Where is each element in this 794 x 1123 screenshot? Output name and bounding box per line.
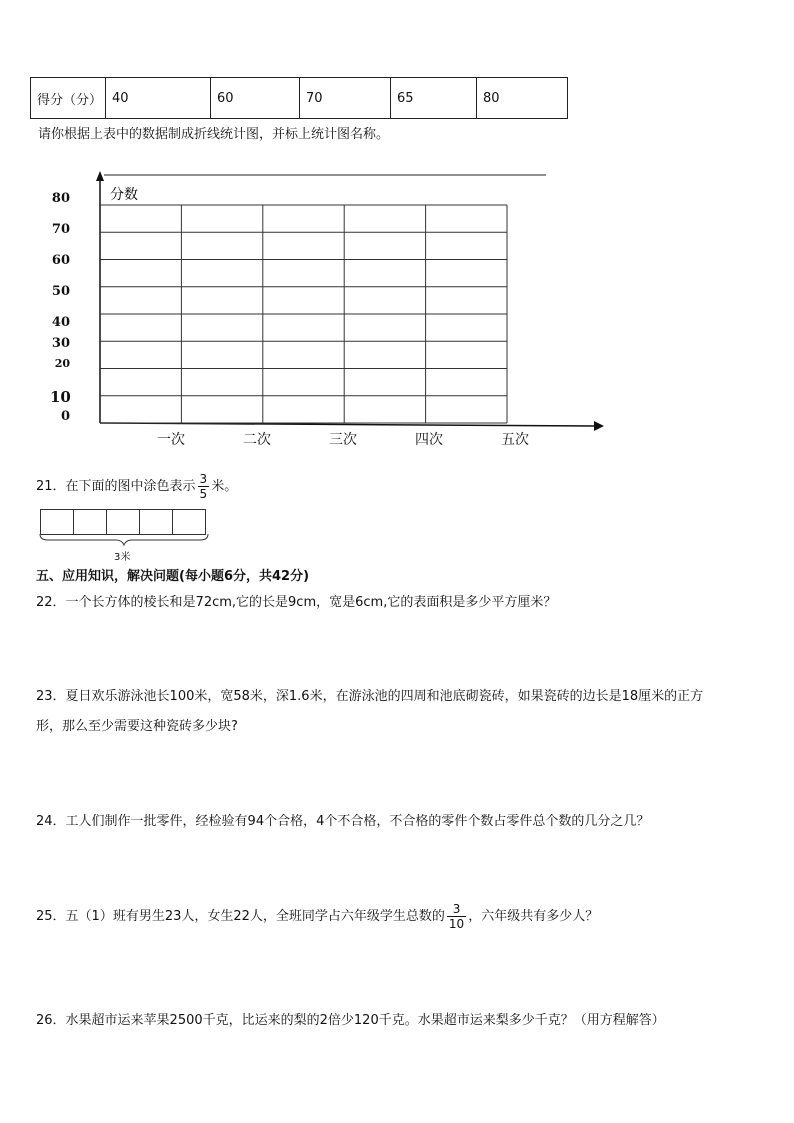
- strip-cell[interactable]: [139, 509, 173, 535]
- q25-frac-num: 3: [447, 902, 466, 917]
- strip-cell[interactable]: [172, 509, 206, 535]
- y-tick-label: 30: [51, 336, 70, 351]
- strip-cell[interactable]: [40, 509, 74, 535]
- question-24: 24．工人们制作一批零件，经检验有94个合格，4个不合格，不合格的零件个数占零件总个数的几分之几？: [36, 814, 650, 829]
- q21-suffix: 米。: [211, 479, 238, 494]
- q21-frac-den: 5: [199, 487, 208, 501]
- score-cell-4: 65: [391, 78, 477, 119]
- y-tick-label: 10: [50, 388, 71, 406]
- question-26: 26．水果超市运来苹果2500千克，比运来的梨的2倍少120千克。水果超市运来梨多少千克？（用方程解答）: [36, 1013, 665, 1028]
- strip-cell[interactable]: [106, 509, 140, 535]
- score-cell-2: 60: [211, 78, 300, 119]
- y-tick-label: 80: [51, 191, 70, 206]
- x-axis-arrow: [594, 421, 604, 431]
- q21-frac-num: 3: [199, 472, 208, 486]
- x-tick-label: 五次: [501, 432, 529, 448]
- score-cell-3: 70: [300, 78, 391, 119]
- question-22: 22．一个长方体的棱长和是72cm,它的长是9cm，宽是6cm,它的表面积是多少平方厘米？: [36, 595, 557, 610]
- y-tick-label: 50: [51, 284, 70, 299]
- y-tick-label: 20: [54, 357, 70, 370]
- score-label-cell: 得分（分）: [31, 78, 106, 119]
- y-tick-label: 60: [51, 253, 70, 268]
- y-tick-label: 0: [60, 409, 70, 424]
- q25-suffix: ，六年级共有多少人？: [468, 909, 599, 924]
- section-5-heading: 五、应用知识，解决问题(每小题6分，共42分): [36, 569, 310, 584]
- score-cell-1: 40: [106, 78, 211, 119]
- table-row: [31, 78, 568, 119]
- q25-fraction: [447, 902, 466, 931]
- x-tick-label: 四次: [415, 432, 443, 448]
- x-tick-label: 三次: [329, 432, 357, 448]
- strip-length-label: 3米: [114, 552, 131, 563]
- question-21: [36, 472, 237, 501]
- q25-frac-den: 10: [448, 917, 465, 931]
- q21-fraction: [198, 472, 210, 501]
- question-23-line-2: 形，那么至少需要这种瓷砖多少块?: [36, 719, 238, 734]
- y-tick-label: 40: [51, 315, 70, 330]
- y-axis-label: 分数: [110, 187, 138, 203]
- q25-prefix: 25．五（1）班有男生23人，女生22人，全班同学占六年级学生总数的: [36, 909, 445, 924]
- strip-brace: [38, 533, 210, 547]
- line-chart-grid: [0, 165, 620, 455]
- x-tick-label: 一次: [157, 432, 185, 448]
- y-axis-arrow: [96, 171, 104, 181]
- chart-instruction: 请你根据上表中的数据制成折线统计图，并标上统计图名称。: [38, 127, 390, 142]
- question-23-line-1: 23．夏日欢乐游泳池长100米，宽58米，深1.6米，在游泳池的四周和池底砌瓷砖，如果瓷砖的边长是18厘米的正方: [36, 689, 704, 704]
- fraction-strip: [40, 509, 206, 535]
- score-table: [30, 77, 568, 119]
- y-tick-label: 70: [51, 222, 70, 237]
- strip-cell[interactable]: [73, 509, 107, 535]
- x-tick-label: 二次: [243, 432, 271, 448]
- grid-lines: [100, 205, 507, 423]
- score-cell-5: 80: [477, 78, 568, 119]
- q21-prefix: 21．在下面的图中涂色表示: [36, 479, 196, 494]
- question-25: [36, 902, 598, 931]
